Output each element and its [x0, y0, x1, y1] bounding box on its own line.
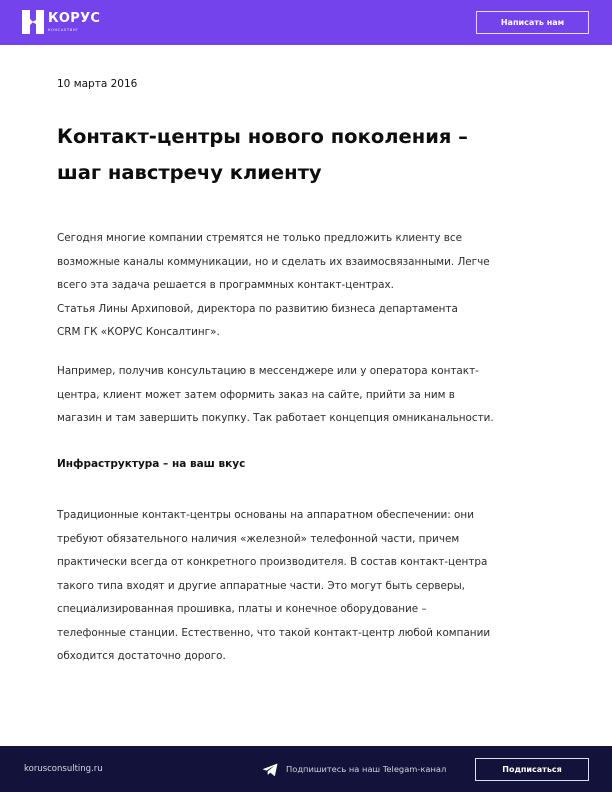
title-line: шаг навстречу клиенту [57, 161, 322, 184]
logo-wordmark: КОРУС [48, 11, 101, 26]
text-line: CRM ГК «КОРУС Консалтинг». [57, 326, 220, 338]
logo-subtitle: КОНСАЛТИНГ [48, 28, 79, 32]
telegram-subscribe-text: Подпишитесь на наш Telegam-канал [286, 764, 447, 774]
text-line: такого типа входят и другие аппаратные части. Это могут быть серверы, [57, 579, 465, 592]
text-line: Статья Лины Архиповой, директора по развитию бизнеса департамента [57, 302, 458, 315]
site-header [0, 0, 612, 45]
section-subheading: Инфраструктура – на ваш вкус [57, 458, 246, 470]
text-line: Сегодня многие компании стремятся не только предложить клиенту все [57, 232, 463, 244]
article-title [57, 119, 557, 191]
title-line: Контакт-центры нового поколения – [57, 125, 468, 148]
text-line: требуют обязательного наличия «железной» телефонной части, причем [57, 532, 460, 545]
korus-logo[interactable] [22, 10, 100, 34]
text-line: Традиционные контакт-центры основаны на аппаратном обеспечении: они [57, 509, 474, 521]
text-line: возможные каналы коммуникации, но и сделать их взаимосвязанными. Легче [57, 255, 490, 268]
site-link[interactable]: korusconsulting.ru [24, 764, 103, 774]
intro-paragraph [57, 227, 557, 345]
article-date: 10 марта 2016 [57, 78, 138, 90]
infrastructure-paragraph [57, 504, 557, 669]
text-line: обходится достаточно дорого. [57, 650, 226, 662]
korus-logo-mark-icon [22, 10, 44, 34]
site-footer [0, 746, 612, 792]
text-line: телефонные станции. Естественно, что такой контакт-центр любой компании [57, 626, 491, 639]
text-line: центра, клиент может затем оформить заказ на сайте, прийти за ним в [57, 388, 455, 401]
text-line: практически всегда от конкретного производителя. В состав контакт-центра [57, 556, 488, 568]
subscribe-button[interactable]: Подписаться [475, 758, 589, 781]
write-us-button[interactable]: Написать нам [476, 11, 589, 34]
text-line: всего эта задача решается в программных контакт-центрах. [57, 279, 394, 291]
telegram-icon [262, 762, 278, 776]
text-line: специализированная прошивка, платы и конечное оборудование – [57, 603, 427, 615]
text-line: магазин и там завершить покупку. Так работает концепция омниканальности. [57, 412, 494, 424]
omnichannel-paragraph [57, 360, 557, 431]
text-line: Например, получив консультацию в мессенджере или у оператора контакт- [57, 365, 479, 377]
